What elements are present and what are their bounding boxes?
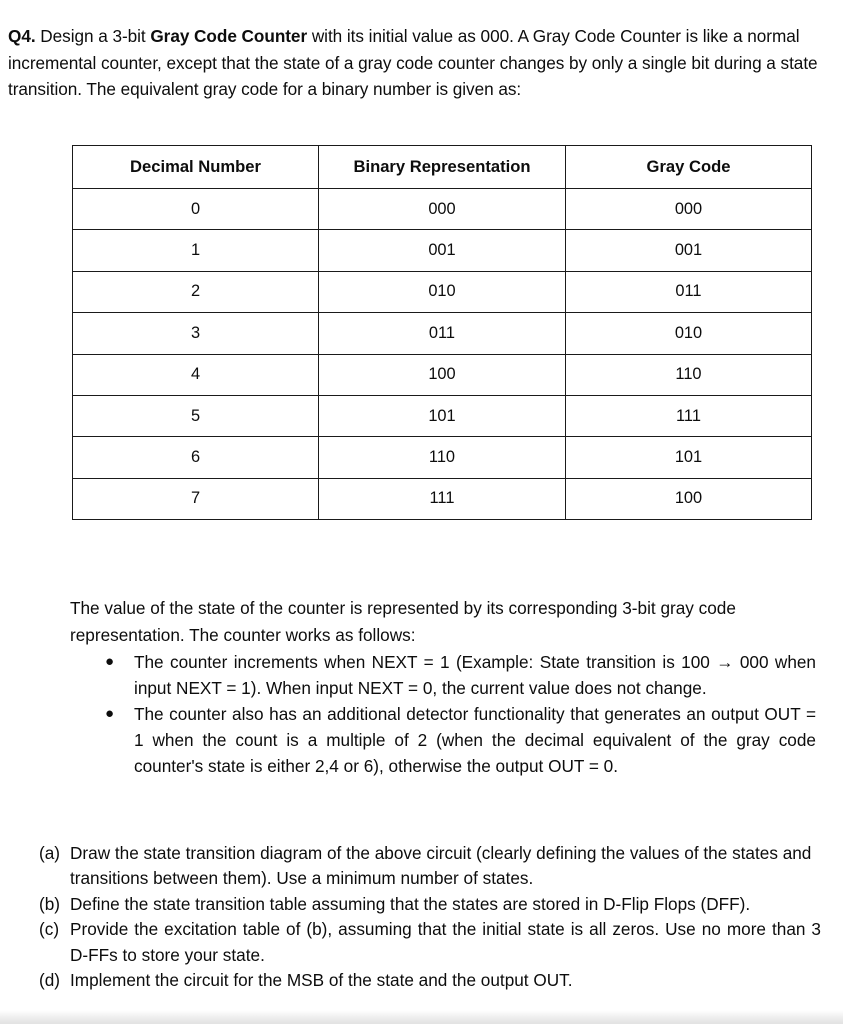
cell-gray: 111 — [566, 395, 812, 436]
cell-gray: 100 — [566, 478, 812, 519]
cell-binary: 000 — [319, 189, 566, 230]
question-intro-text-part1: Design a 3-bit — [35, 26, 151, 47]
column-header-binary: Binary Representation — [319, 146, 566, 189]
table-row — [73, 437, 812, 478]
cell-binary: 110 — [319, 437, 566, 478]
table-row — [73, 354, 812, 395]
cell-decimal: 3 — [73, 313, 319, 354]
list-item — [39, 892, 821, 917]
sub-questions-list — [39, 841, 821, 993]
cell-binary: 001 — [319, 230, 566, 271]
page-bottom-shadow — [0, 1010, 843, 1024]
sub-question-label: (d) — [39, 970, 61, 991]
list-item — [39, 917, 821, 968]
cell-decimal: 1 — [73, 230, 319, 271]
sub-question-label: (b) — [39, 893, 61, 914]
cell-gray: 000 — [566, 189, 812, 230]
cell-decimal: 6 — [73, 437, 319, 478]
table-row — [73, 189, 812, 230]
cell-decimal: 7 — [73, 478, 319, 519]
sub-question-text: Define the state transition table assuming that the states are stored in D-Flip Flops (DFF). — [70, 893, 751, 914]
table-row — [73, 313, 812, 354]
counter-description-paragraph: The value of the state of the counter is represented by its corresponding 3-bit gray code representation. The counter works as follows: — [70, 598, 736, 645]
column-header-gray: Gray Code — [566, 146, 812, 189]
cell-binary: 111 — [319, 478, 566, 519]
cell-gray: 101 — [566, 437, 812, 478]
question-label: Q4. — [8, 26, 36, 47]
table-row — [73, 271, 812, 312]
question-intro-paragraph — [8, 23, 828, 103]
sub-question-label: (c) — [39, 919, 60, 940]
sub-question-text: Implement the circuit for the MSB of the state and the output OUT. — [70, 970, 573, 991]
cell-binary: 010 — [319, 271, 566, 312]
list-item-text: The counter increments when NEXT = 1 (Example: State transition is 100 → 000 when input NEXT = 1). When input NEXT = 0, the current value does not change. — [134, 652, 816, 698]
column-header-decimal: Decimal Number — [73, 146, 319, 189]
list-item — [39, 841, 821, 892]
cell-decimal: 2 — [73, 271, 319, 312]
cell-gray: 110 — [566, 354, 812, 395]
gray-code-counter-term: Gray Code Counter — [150, 26, 308, 47]
cell-gray: 011 — [566, 271, 812, 312]
list-item-text: The counter also has an additional detector functionality that generates an output OUT = 1 when the count is a multiple of 2 (when the decimal equivalent of the gray code counter's state is either 2,4 or 6), otherwise the output OUT = 0. — [134, 704, 816, 776]
cell-gray: 010 — [566, 313, 812, 354]
table-header-row — [73, 146, 812, 189]
cell-binary: 011 — [319, 313, 566, 354]
cell-binary: 101 — [319, 395, 566, 436]
list-item — [104, 701, 816, 779]
cell-gray: 001 — [566, 230, 812, 271]
counter-behavior-list — [104, 649, 816, 779]
gray-code-table — [72, 145, 812, 520]
cell-decimal: 4 — [73, 354, 319, 395]
table-row — [73, 395, 812, 436]
list-item — [104, 649, 816, 701]
list-item — [39, 968, 821, 993]
cell-decimal: 5 — [73, 395, 319, 436]
bullet-point-icon: ● — [105, 705, 115, 722]
table-row — [73, 230, 812, 271]
sub-question-text: Provide the excitation table of (b), assuming that the initial state is all zeros. Use no more than 3 D-FFs to store your state. — [70, 919, 821, 965]
cell-binary: 100 — [319, 354, 566, 395]
bullet-point-icon: ● — [105, 653, 115, 670]
sub-question-label: (a) — [39, 843, 61, 863]
table-row — [73, 478, 812, 519]
cell-decimal: 0 — [73, 189, 319, 230]
question-intro-text-part2: with its initial value as 000. A Gray Code Counter is like a normal incremental counter, except that the state of a gray code counter changes by only a single bit during a state transition. The equivalent gray code for a binary number is given as: — [8, 26, 818, 100]
sub-question-text: Draw the state transition diagram of the above circuit (clearly defining the values of the states and transitions between them). Use a minimum number of states. — [70, 843, 812, 889]
